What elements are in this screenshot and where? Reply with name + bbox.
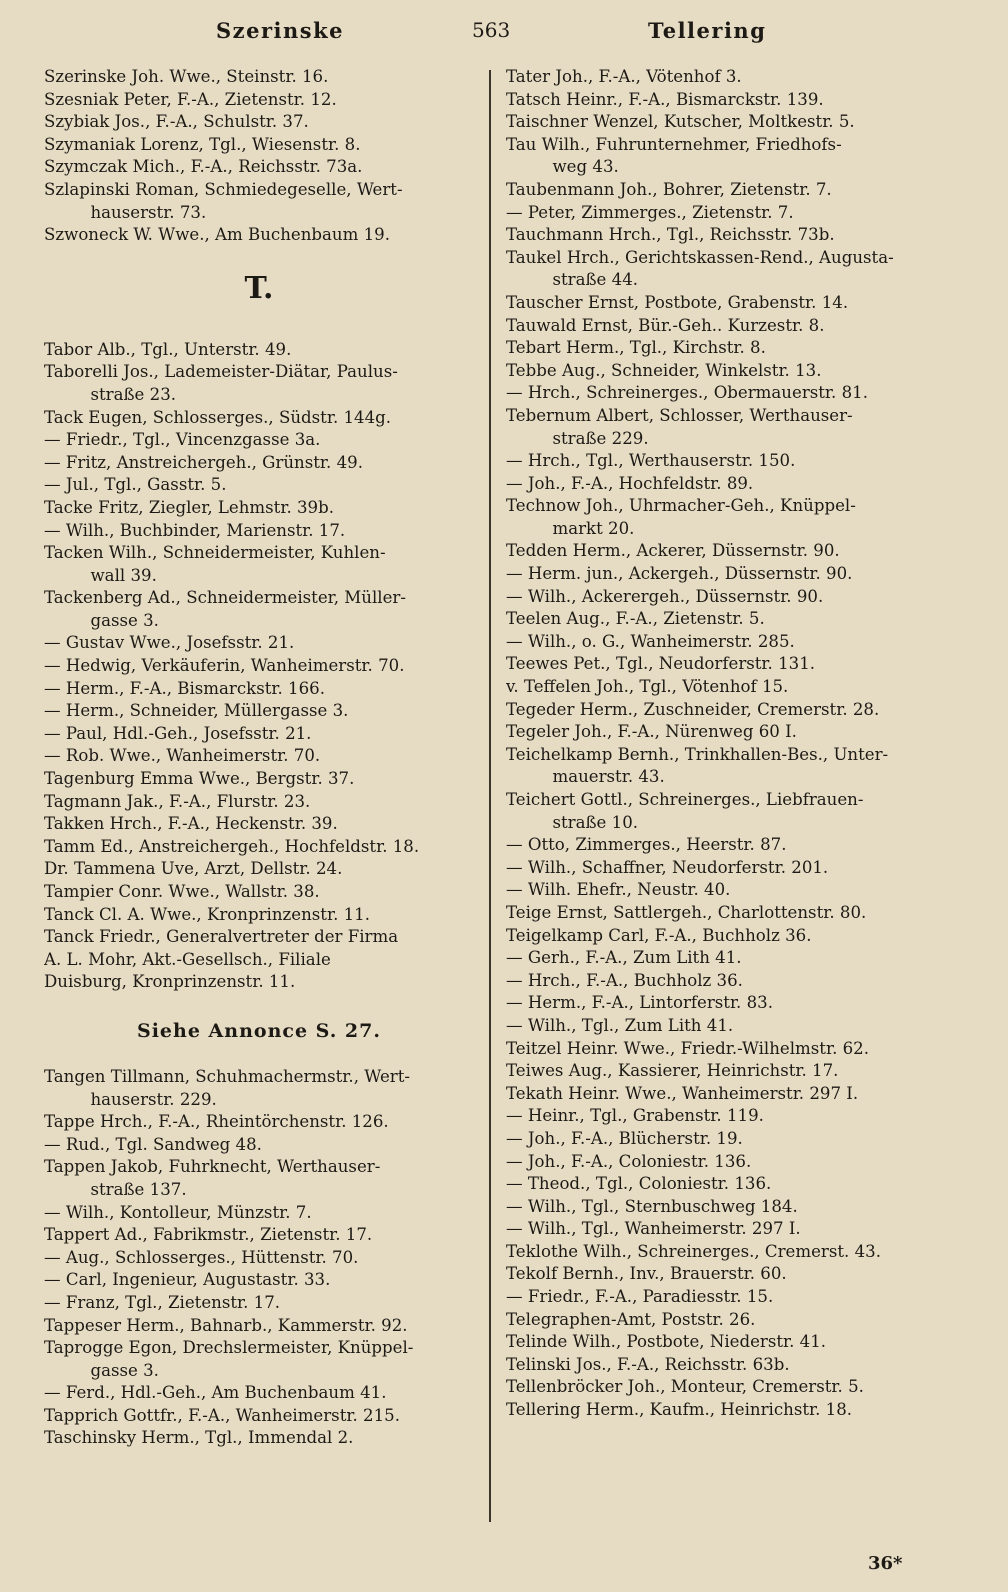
header-right-word: Tellering: [648, 18, 767, 43]
directory-entry-line: Tauchmann Hrch., Tgl., Reichsstr. 73b.: [506, 225, 835, 245]
directory-entry-line: Taprogge Egon, Drechslermeister, Knüppel-: [44, 1338, 414, 1358]
directory-entry-line: — Wilh., o. G., Wanheimerstr. 285.: [506, 631, 795, 651]
directory-entry-line: — Hrch., Tgl., Werthauserstr. 150.: [506, 451, 796, 471]
directory-entry-line: Duisburg, Kronprinzenstr. 11.: [44, 972, 296, 992]
directory-entry-line: Tanck Cl. A. Wwe., Kronprinzenstr. 11.: [44, 904, 371, 924]
directory-entry-line: straße 10.: [552, 812, 639, 832]
directory-entry-line: Szesniak Peter, F.-A., Zietenstr. 12.: [44, 89, 337, 109]
directory-entry-line: Taubenmann Joh., Bohrer, Zietenstr. 7.: [506, 179, 832, 199]
directory-entry-line: Tellering Herm., Kaufm., Heinrichstr. 18.: [506, 1400, 853, 1420]
directory-entry-line: Szybiak Jos., F.-A., Schulstr. 37.: [44, 112, 309, 132]
directory-entry-line: Tangen Tillmann, Schuhmachermstr., Wert-: [44, 1066, 410, 1086]
directory-entry-line: — Gerh., F.-A., Zum Lith 41.: [506, 948, 742, 968]
directory-entry-line: Tampier Conr. Wwe., Wallstr. 38.: [44, 882, 320, 901]
directory-entry-line: Tamm Ed., Anstreichergeh., Hochfeldstr. 18.: [44, 836, 420, 856]
directory-entry-line: hauserstr. 73.: [90, 202, 207, 222]
directory-entry-line: — Joh., F.-A., Blücherstr. 19.: [506, 1128, 743, 1148]
left-block-3: [44, 1066, 474, 1450]
directory-entry-line: — Herm., Schneider, Müllergasse 3.: [44, 701, 349, 721]
directory-entry-line: — Hrch., Schreinerges., Obermauerstr. 81.: [506, 383, 868, 403]
directory-entry-line: Szymczak Mich., F.-A., Reichsstr. 73a.: [44, 157, 363, 177]
section-letter: T.: [244, 270, 274, 306]
directory-entry-line: Teige Ernst, Sattlergeh., Charlottenstr. 80.: [506, 902, 867, 922]
directory-entry-line: — Joh., F.-A., Hochfeldstr. 89.: [506, 473, 754, 493]
right-column: [506, 66, 938, 1422]
directory-entry-line: Tellenbröcker Joh., Monteur, Cremerstr. 5.: [506, 1377, 864, 1397]
directory-entry-line: Tapprich Gottfr., F.-A., Wanheimerstr. 215.: [44, 1405, 400, 1425]
directory-entry-line: — Fritz, Anstreichergeh., Grünstr. 49.: [44, 452, 363, 472]
directory-entry-line: Taborelli Jos., Lademeister-Diätar, Paulus-: [44, 362, 398, 382]
directory-entry-line: — Wilh., Tgl., Sternbuschweg 184.: [506, 1196, 798, 1216]
directory-entry-line: hauserstr. 229.: [90, 1089, 217, 1109]
right-block: [506, 66, 938, 1422]
directory-entry-line: — Joh., F.-A., Coloniestr. 136.: [506, 1151, 752, 1171]
directory-entry-line: Tau Wilh., Fuhrunternehmer, Friedhofs-: [506, 134, 842, 154]
page-number: 563: [472, 18, 511, 42]
directory-entry-line: Tauscher Ernst, Postbote, Grabenstr. 14.: [506, 292, 849, 312]
directory-entry-line: Tack Eugen, Schlosserges., Südstr. 144g.: [44, 407, 392, 427]
directory-entry-line: — Otto, Zimmerges., Heerstr. 87.: [506, 835, 787, 855]
directory-entry-line: — Ferd., Hdl.-Geh., Am Buchenbaum 41.: [44, 1383, 387, 1403]
directory-entry-line: — Rob. Wwe., Wanheimerstr. 70.: [44, 746, 321, 766]
directory-entry-line: Szymaniak Lorenz, Tgl., Wiesenstr. 8.: [44, 134, 361, 154]
directory-entry-line: Teelen Aug., F.-A., Zietenstr. 5.: [506, 609, 765, 629]
directory-entry-line: Technow Joh., Uhrmacher-Geh., Knüppel-: [506, 496, 856, 516]
directory-entry-line: Tappe Hrch., F.-A., Rheintörchenstr. 126.: [44, 1112, 389, 1132]
directory-entry-line: — Hrch., F.-A., Buchholz 36.: [506, 970, 743, 990]
directory-entry-line: — Peter, Zimmerges., Zietenstr. 7.: [506, 202, 794, 222]
directory-entry-line: — Wilh., Tgl., Wanheimerstr. 297 I.: [506, 1219, 801, 1239]
directory-entry-line: wall 39.: [90, 565, 157, 585]
directory-entry-line: — Herm., F.-A., Lintorferstr. 83.: [506, 993, 773, 1013]
directory-entry-line: gasse 3.: [90, 610, 159, 630]
column-divider: [489, 70, 491, 1522]
directory-entry-line: straße 229.: [552, 428, 649, 448]
directory-entry-line: Taischner Wenzel, Kutscher, Moltkestr. 5.: [506, 112, 855, 132]
directory-entry-line: — Wilh., Schaffner, Neudorferstr. 201.: [506, 857, 829, 877]
directory-entry-line: Tebart Herm., Tgl., Kirchstr. 8.: [506, 338, 766, 358]
directory-entry-line: — Jul., Tgl., Gasstr. 5.: [44, 475, 227, 495]
left-column: [44, 66, 474, 1450]
header-left-word: Szerinske: [216, 18, 344, 43]
left-block-2: [44, 339, 474, 994]
directory-entry-line: straße 23.: [90, 384, 177, 404]
directory-entry-line: Tagenburg Emma Wwe., Bergstr. 37.: [44, 769, 355, 789]
directory-entry-line: Teichert Gottl., Schreinerges., Liebfrauen-: [506, 790, 864, 809]
directory-entry-line: — Wilh., Buchbinder, Marienstr. 17.: [44, 520, 346, 540]
directory-entry-line: Tacken Wilh., Schneidermeister, Kuhlen-: [44, 543, 386, 563]
directory-entry-line: Teklothe Wilh., Schreinerges., Cremerst. 43.: [506, 1241, 881, 1261]
directory-entry-line: — Herm. jun., Ackergeh., Düssernstr. 90.: [506, 564, 853, 584]
directory-entry-line: — Heinr., Tgl., Grabenstr. 119.: [506, 1106, 764, 1126]
directory-entry-line: Teewes Pet., Tgl., Neudorferstr. 131.: [506, 654, 816, 674]
directory-entry-line: — Friedr., Tgl., Vincenzgasse 3a.: [44, 430, 321, 450]
directory-entry-line: straße 137.: [90, 1179, 187, 1199]
directory-entry-line: Tekath Heinr. Wwe., Wanheimerstr. 297 I.: [506, 1083, 859, 1103]
directory-entry-line: — Carl, Ingenieur, Augustastr. 33.: [44, 1270, 331, 1290]
advertisement-notice: Siehe Annonce S. 27.: [136, 1019, 381, 1042]
directory-entry-line: Teichelkamp Bernh., Trinkhallen-Bes., Unter-: [506, 744, 889, 764]
directory-entry-line: Telinski Jos., F.-A., Reichsstr. 63b.: [506, 1354, 790, 1374]
directory-entry-line: Telinde Wilh., Postbote, Niederstr. 41.: [506, 1332, 827, 1352]
directory-entry-line: Dr. Tammena Uve, Arzt, Dellstr. 24.: [44, 859, 343, 879]
directory-entry-line: weg 43.: [552, 157, 619, 177]
directory-entry-line: Telegraphen-Amt, Poststr. 26.: [506, 1309, 756, 1329]
directory-entry-line: Tatsch Heinr., F.-A., Bismarckstr. 139.: [506, 89, 824, 109]
directory-entry-line: Tater Joh., F.-A., Vötenhof 3.: [506, 67, 742, 86]
directory-entry-line: Taschinsky Herm., Tgl., Immendal 2.: [44, 1428, 354, 1448]
directory-entry-line: Szerinske Joh. Wwe., Steinstr. 16.: [44, 67, 329, 86]
directory-entry-line: Tacke Fritz, Ziegler, Lehmstr. 39b.: [44, 497, 335, 517]
directory-entry-line: A. L. Mohr, Akt.-Gesellsch., Filiale: [44, 949, 331, 969]
directory-entry-line: Tegeler Joh., F.-A., Nürenweg 60 I.: [506, 722, 797, 742]
directory-entry-line: Tappeser Herm., Bahnarb., Kammerstr. 92.: [44, 1315, 408, 1335]
directory-entry-line: — Wilh., Tgl., Zum Lith 41.: [506, 1015, 734, 1035]
directory-entry-line: Tebbe Aug., Schneider, Winkelstr. 13.: [506, 360, 822, 380]
directory-entry-line: Tackenberg Ad., Schneidermeister, Müller-: [44, 588, 406, 608]
directory-entry-line: — Rud., Tgl. Sandweg 48.: [44, 1134, 262, 1154]
directory-entry-line: — Franz, Tgl., Zietenstr. 17.: [44, 1292, 281, 1312]
sheet-signature: 36*: [868, 1553, 903, 1574]
directory-entry-line: markt 20.: [552, 518, 635, 538]
directory-entry-line: Tagmann Jak., F.-A., Flurstr. 23.: [44, 791, 311, 811]
directory-entry-line: — Paul, Hdl.-Geh., Josefsstr. 21.: [44, 723, 312, 743]
directory-entry-line: gasse 3.: [90, 1360, 159, 1380]
directory-entry-line: straße 44.: [552, 270, 639, 290]
directory-entry-line: Szlapinski Roman, Schmiedegeselle, Wert-: [44, 179, 403, 199]
directory-entry-line: Teitzel Heinr. Wwe., Friedr.-Wilhelmstr. 62.: [506, 1038, 870, 1058]
directory-entry-line: Teiwes Aug., Kassierer, Heinrichstr. 17.: [506, 1061, 839, 1081]
directory-entry-line: — Gustav Wwe., Josefsstr. 21.: [44, 633, 295, 653]
directory-entry-line: — Wilh., Kontolleur, Münzstr. 7.: [44, 1202, 312, 1222]
directory-entry-line: Tauwald Ernst, Bür.-Geh.. Kurzestr. 8.: [506, 315, 825, 335]
directory-entry-line: Tanck Friedr., Generalvertreter der Firma: [44, 927, 399, 947]
directory-entry-line: — Herm., F.-A., Bismarckstr. 166.: [44, 678, 325, 698]
directory-entry-line: Szwoneck W. Wwe., Am Buchenbaum 19.: [44, 225, 391, 245]
directory-entry-line: Tappen Jakob, Fuhrknecht, Werthauser-: [44, 1157, 381, 1177]
directory-entry-line: v. Teffelen Joh., Tgl., Vötenhof 15.: [506, 677, 789, 697]
directory-entry-line: Takken Hrch., F.-A., Heckenstr. 39.: [44, 814, 338, 834]
directory-entry-line: — Theod., Tgl., Coloniestr. 136.: [506, 1174, 772, 1194]
directory-entry-line: Tebernum Albert, Schlosser, Werthauser-: [506, 405, 853, 425]
directory-entry-line: Taukel Hrch., Gerichtskassen-Rend., Augusta-: [506, 247, 894, 267]
directory-entry-line: — Aug., Schlosserges., Hüttenstr. 70.: [44, 1247, 359, 1267]
directory-entry-line: — Hedwig, Verkäuferin, Wanheimerstr. 70.: [44, 656, 405, 676]
directory-entry-line: — Wilh., Ackerergeh., Düssernstr. 90.: [506, 586, 824, 606]
directory-entry-line: Teigelkamp Carl, F.-A., Buchholz 36.: [506, 925, 812, 945]
directory-entry-line: Tedden Herm., Ackerer, Düssernstr. 90.: [506, 541, 840, 561]
directory-entry-line: — Friedr., F.-A., Paradiesstr. 15.: [506, 1287, 774, 1307]
directory-entry-line: Tabor Alb., Tgl., Unterstr. 49.: [44, 339, 292, 359]
directory-entry-line: — Wilh. Ehefr., Neustr. 40.: [506, 880, 731, 900]
left-block-1: [44, 66, 474, 247]
directory-entry-line: mauerstr. 43.: [552, 767, 665, 787]
directory-entry-line: Tegeder Herm., Zuschneider, Cremerstr. 28.: [506, 699, 880, 719]
directory-entry-line: Tekolf Bernh., Inv., Brauerstr. 60.: [506, 1264, 787, 1284]
directory-entry-line: Tappert Ad., Fabrikmstr., Zietenstr. 17.: [44, 1225, 373, 1245]
